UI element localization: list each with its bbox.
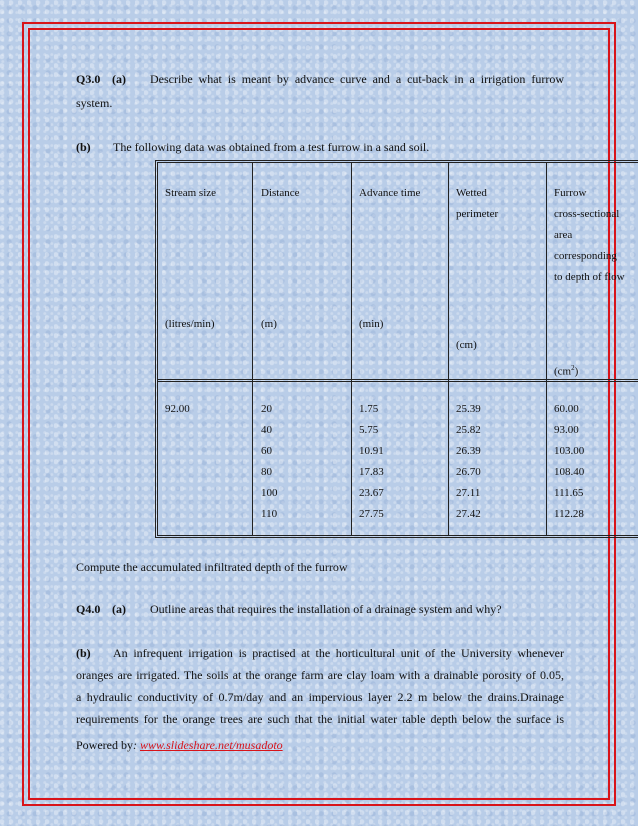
q4-number: Q4.0: [76, 602, 101, 616]
q4-part-a-text: Outline areas that requires the installation of a drainage system and why?: [150, 602, 502, 616]
table-col-divider: [252, 163, 253, 535]
column-advance-time-values: [359, 399, 384, 525]
cell-furrow-area: 103.00: [554, 445, 585, 457]
cell-advance-time: 27.75: [359, 508, 384, 520]
q4-part-a-label: (a): [112, 602, 126, 616]
q3-part-a-text-cont: system.: [76, 96, 113, 110]
cell-distance: 40: [261, 424, 272, 436]
col-unit-furrow-area: $(cm^2)$: [554, 364, 579, 378]
cell-furrow-area: 108.40: [554, 466, 585, 478]
slideshare-link[interactable]: www.slideshare.net/musadoto: [140, 738, 283, 752]
cell-furrow-area: 93.00: [554, 424, 579, 436]
cell-furrow-area: 112.28: [554, 508, 584, 520]
cell-advance-time: 1.75: [359, 403, 379, 415]
col-unit-advance-time: (min): [359, 318, 384, 330]
cell-distance: 100: [261, 487, 278, 499]
column-wetted-perimeter-values: [456, 399, 481, 525]
table-col-divider: [546, 163, 547, 535]
col-header-distance: Distance: [261, 187, 300, 199]
cell-wetted-perimeter: 27.11: [456, 487, 481, 499]
cell-distance: 20: [261, 403, 272, 415]
col-header-furrow-area: Furrow cross-sectional area corresponding to depth of flow: [554, 187, 625, 283]
table-col-divider: [448, 163, 449, 535]
powered-by-label: Powered by: [76, 738, 133, 752]
column-furrow-area-values: [554, 399, 584, 525]
q4-part-b-line: An infrequent irrigation is practised at the horticultural unit of the University whenever: [113, 646, 564, 660]
cell-furrow-area: 60.00: [554, 403, 579, 415]
col-unit-distance: (m): [261, 318, 277, 330]
furrow-data-table: [155, 160, 638, 538]
col-unit-stream-size: (litres/min): [165, 318, 215, 330]
compute-instruction: Compute the accumulated infiltrated depth of the furrow: [76, 560, 348, 574]
q4-part-b-label: (b): [76, 646, 91, 660]
q3-number: Q3.0: [76, 72, 101, 86]
col-unit-wetted-perimeter: (cm): [456, 339, 477, 351]
q4-part-b-line: a hydraulic conductivity of 0.7m/day and an impervious layer 2.2 m below the drains.Drainage: [76, 690, 564, 704]
table-col-divider: [351, 163, 352, 535]
col-header-advance-time: Advance time: [359, 187, 421, 199]
cell-advance-time: 17.83: [359, 466, 384, 478]
cell-wetted-perimeter: 26.39: [456, 445, 481, 457]
cell-advance-time: 5.75: [359, 424, 379, 436]
cell-wetted-perimeter: 27.42: [456, 508, 481, 520]
q4-part-b-line: requirements for the orange trees are such that the initial water table depth below the surface is: [76, 712, 564, 726]
cell-wetted-perimeter: 26.70: [456, 466, 481, 478]
q3-part-a-label: (a): [112, 72, 126, 86]
powered-by-footer: Powered by: www.slideshare.net/musadoto: [76, 738, 283, 752]
q3-part-b-text: The following data was obtained from a test furrow in a sand soil.: [113, 140, 430, 154]
cell-wetted-perimeter: 25.39: [456, 403, 481, 415]
cell-distance: 110: [261, 508, 278, 520]
q3-part-b-label: (b): [76, 140, 91, 154]
cell-stream-size: 92.00: [165, 403, 190, 415]
q3-part-a-text: Describe what is meant by advance curve and a cut-back in a irrigation furrow: [150, 72, 564, 86]
cell-distance: 60: [261, 445, 272, 457]
cell-advance-time: 23.67: [359, 487, 384, 499]
cell-furrow-area: 111.65: [554, 487, 584, 499]
cell-wetted-perimeter: 25.82: [456, 424, 481, 436]
col-header-stream-size: Stream size: [165, 187, 217, 199]
col-header-wetted-perimeter: Wetted perimeter: [456, 187, 499, 220]
q4-part-b-line: oranges are irrigated. The soils at the orange farm are clay loam with a drainable porosity of 0.05,: [76, 668, 564, 682]
cell-distance: 80: [261, 466, 272, 478]
column-distance-values: [261, 399, 278, 525]
cell-advance-time: 10.91: [359, 445, 384, 457]
